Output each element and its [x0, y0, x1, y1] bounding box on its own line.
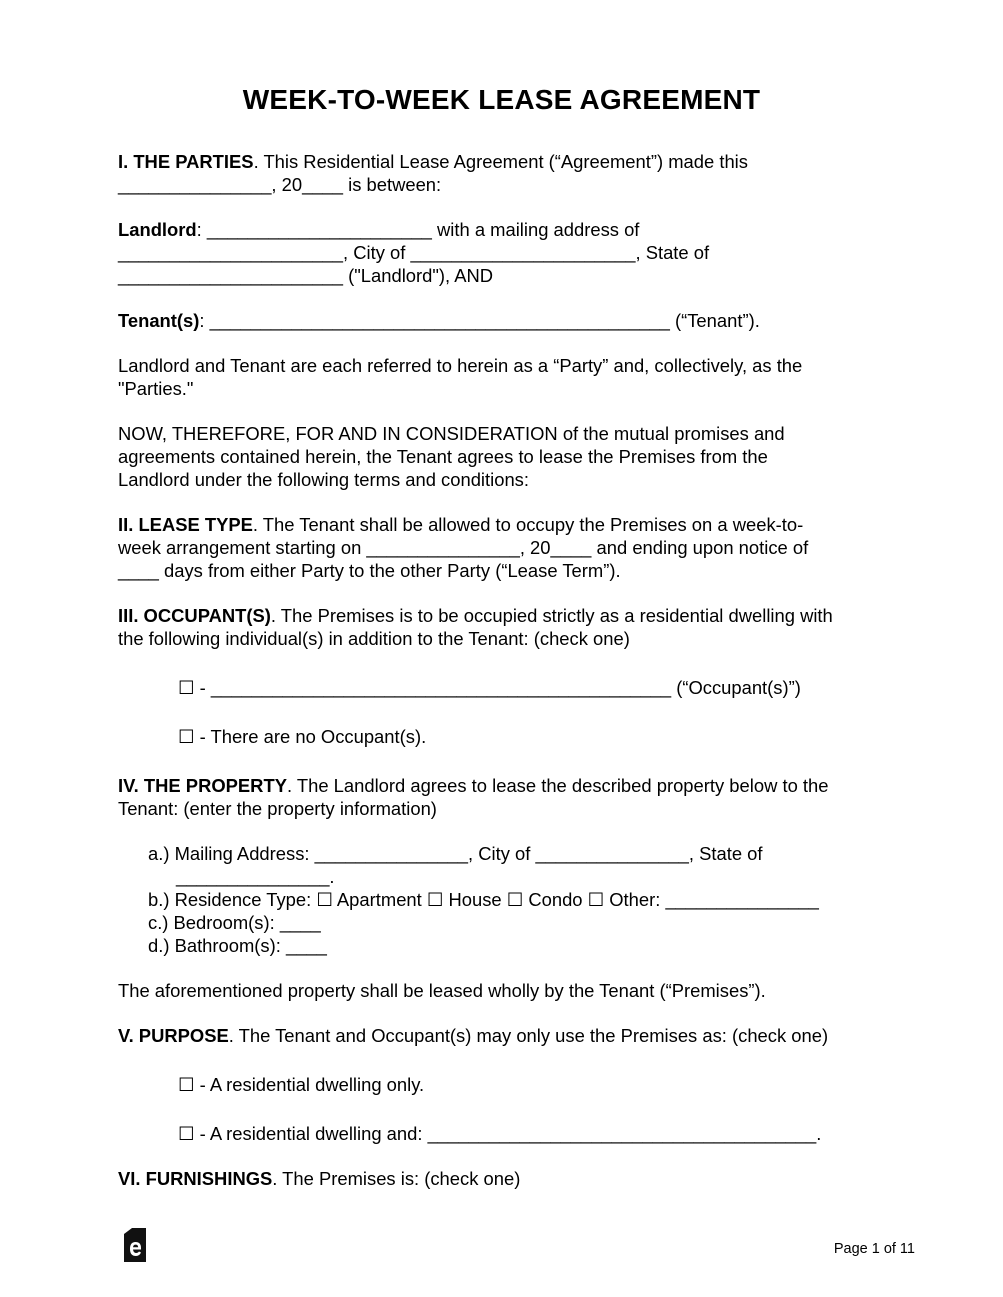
section-heading: III. OCCUPANT(S): [118, 605, 271, 626]
tenant-block: [118, 309, 898, 332]
paragraph-line: "Parties.": [118, 378, 194, 399]
consideration-paragraph: [118, 422, 898, 491]
landlord-text: ______________________ ("Landlord"), AND: [118, 265, 494, 286]
section-text: . The Premises is to be occupied strictly as a residential dwelling with: [270, 605, 833, 626]
paragraph-line: Landlord under the following terms and conditions:: [118, 469, 529, 490]
section-heading: V. PURPOSE: [118, 1025, 229, 1046]
landlord-block: [118, 218, 898, 287]
paragraph-line: The aforementioned property shall be leased wholly by the Tenant (“Premises”).: [118, 980, 766, 1001]
paragraph-line: Landlord and Tenant are each referred to herein as a “Party” and, collectively, as the: [118, 355, 803, 376]
section-heading: IV. THE PROPERTY: [118, 775, 287, 796]
section-furnishings: [118, 1167, 898, 1190]
section-occupants: [118, 604, 898, 650]
landlord-text: : ______________________ with a mailing address of: [196, 219, 640, 240]
paragraph-line: agreements contained herein, the Tenant agrees to lease the Premises from the: [118, 446, 768, 467]
occupant-option-none[interactable]: ☐ - There are no Occupant(s).: [178, 726, 427, 747]
property-item-bathrooms: d.) Bathroom(s): ____: [148, 935, 327, 956]
landlord-text: ______________________, City of ______________________, State of: [118, 242, 710, 263]
section-text: . The Tenant and Occupant(s) may only use the Premises as: (check one): [228, 1025, 829, 1046]
section-lease-type: [118, 513, 898, 582]
page-number: Page 1 of 11: [833, 1241, 915, 1257]
paragraph-line: NOW, THEREFORE, FOR AND IN CONSIDERATION of the mutual promises and: [118, 423, 785, 444]
section-heading: VI. FURNISHINGS: [118, 1168, 273, 1189]
purpose-option-residential[interactable]: ☐ - A residential dwelling only.: [178, 1074, 425, 1095]
section-text: ____ days from either Party to the other Party (“Lease Term”).: [118, 560, 621, 581]
section-text: . This Residential Lease Agreement (“Agreement”) made this: [253, 151, 748, 172]
section-text: . The Landlord agrees to lease the described property below to the: [286, 775, 829, 796]
property-item-residence-type[interactable]: b.) Residence Type: ☐ Apartment ☐ House ☐ Condo ☐ Other: _______________: [148, 889, 819, 910]
section-property: [118, 774, 898, 820]
section-heading: II. LEASE TYPE: [118, 514, 253, 535]
property-item-bedrooms: c.) Bedroom(s): ____: [148, 912, 321, 933]
section-text: . The Premises is: (check one): [272, 1168, 521, 1189]
document-body: [118, 150, 898, 1212]
purpose-option-residential-and[interactable]: ☐ - A residential dwelling and: ______________________________________.: [178, 1123, 822, 1144]
section-text: Tenant: (enter the property information): [118, 798, 437, 819]
tenant-text: : _____________________________________________ (“Tenant”).: [199, 310, 760, 331]
section-text: week arrangement starting on _______________, 20____ and ending upon notice of: [118, 537, 809, 558]
parties-definition: [118, 354, 898, 400]
section-purpose: [118, 1024, 898, 1047]
tenant-label: Tenant(s): [118, 310, 200, 331]
section-text: the following individual(s) in addition to the Tenant: (check one): [118, 628, 630, 649]
occupant-option-named[interactable]: ☐ - _____________________________________________ (“Occupant(s)”): [178, 677, 801, 698]
document-title: WEEK-TO-WEEK LEASE AGREEMENT: [242, 84, 761, 115]
property-list: [148, 842, 898, 957]
landlord-label: Landlord: [118, 219, 197, 240]
section-parties: [118, 150, 898, 196]
section-text: . The Tenant shall be allowed to occupy the Premises on a week-to-: [252, 514, 804, 535]
property-item-address: a.) Mailing Address: _______________, City of _______________, State of: [148, 843, 763, 864]
property-item-address-cont: _______________.: [176, 866, 335, 887]
premises-statement: [118, 979, 898, 1002]
section-heading: I. THE PARTIES: [118, 151, 254, 172]
section-text: _______________, 20____ is between:: [118, 174, 442, 195]
eforms-logo-icon: [124, 1228, 146, 1262]
